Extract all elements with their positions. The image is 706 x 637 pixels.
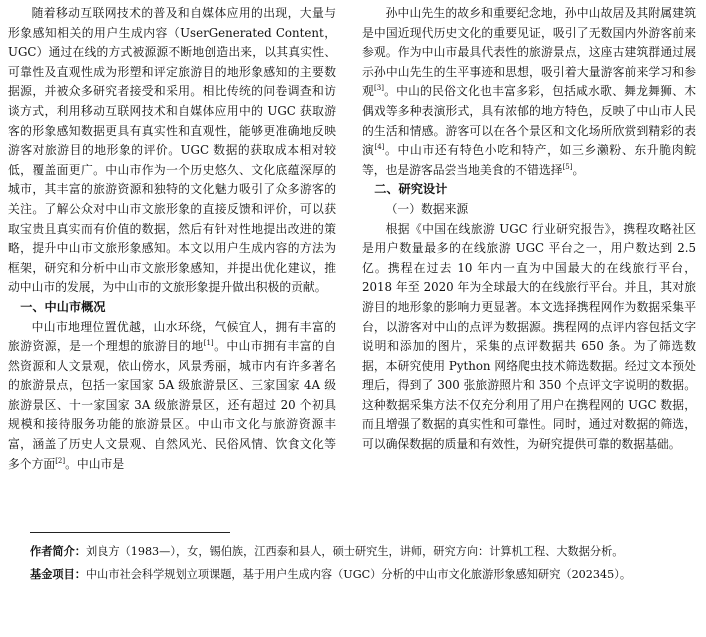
period: 。 — [572, 162, 585, 177]
left-column — [8, 4, 336, 474]
subsection-heading-data-source: （一）数据来源 — [385, 201, 469, 216]
fund-note — [30, 565, 690, 584]
right-column — [362, 4, 696, 455]
citation-3: [3] — [374, 84, 384, 93]
data-source-paragraph: 根据《中国在线旅游 UGC 行业研究报告》，携程攻略社区是用户数量最多的在线旅游 UGC 平台之一，用户数达到 2.5 亿。携程在过去 10 年内一直为中国最大的在线旅行平台，2018 年至 2020 年为全球最大的在线旅行平台。并且，其对旅游目的地形象的影响力更显著。本文选择携程网作为数据采集平台，以游客对中山的点评为数据源。携程网的点评内容包括文字说明和添加的图片，采集的点评数据共 650 条。为了筛选数据，本研究使用 Python 网络爬虫技术筛选数据。经过文本预处理后，得到了 300 张旅游照片和 350 个点评文字说明的数据。这种数据采集方法不仅充分利用了用户在携程网的 UGC 数据，而且增强了数据的真实性和可靠性。同时，通过对数据的筛选，可以确保数据的质量和有效性，为研究提供可靠的数据基础。 — [362, 221, 696, 452]
overview-text-end: 。中山市是 — [65, 456, 125, 471]
footnote-divider — [30, 532, 230, 533]
fund-text: 中山市社会科学规划立项课题，基于用户生成内容（UGC）分析的中山市文化旅游形象感知研究（202345）。 — [85, 568, 632, 581]
intro-paragraph: 随着移动互联网技术的普及和自媒体应用的出现，大量与形象感知相关的用户生成内容（UserGenerated Content，UGC）通过在线的方式被源源不断地创造出来，以其真实性、可靠性及直观性成为形塑和评定旅游目的地形象感知的主要数据源，并被众多研究者接受和采用。相比传统的问卷调查和访谈方式，利用移动互联网技术和自媒体应用中的 UGC 获取游客的形象感知数据更具有真实性和直观性，能够更准确地反映游客对旅游目的地形象的评价。UGC 数据的获取成本相对较低，覆盖面更广。中山市作为一个历史悠久、文化底蕴深厚的城市，其丰富的旅游资源和独特的文化魅力吸引了众多游客的关注。了解公众对中山市文旅形象的直接反馈和评价，可以获取宝贵且真实而有价值的数据，然后有针对性地提出改进的策略，提升中山市文旅形象感知。本文以用户生成内容的方法为框架，研究和分析中山市文旅形象感知，并提出优化建议，推动中山市的发展，为中山市的文旅形象提升做出积极的贡献。 — [8, 6, 336, 295]
citation-5: [5] — [562, 162, 573, 171]
section-heading-overview: 一、中山市概况 — [20, 299, 106, 314]
fund-label: 基金项目： — [30, 568, 86, 581]
overview-paragraph — [8, 318, 336, 475]
sun-text: 孙中山先生的故乡和重要纪念地，孙中山故居及其附属建筑是中国近现代历史文化的重要见证，吸引了无数国内外游客前来参观。作为中山市最具代表性的旅游景点，这座古建筑群通过展示孙中山先生的生平事迹和思想，吸引着大量游客前来学习和参观 — [362, 6, 696, 99]
citation-4: [4] — [374, 143, 385, 152]
author-label: 作者简介： — [30, 545, 86, 558]
citation-2: [2] — [55, 456, 66, 465]
sun-yatsen-paragraph — [362, 4, 696, 180]
food-text: 。中山市还有特色小吃和特产，如三乡濑粉、东升脆肉鲩等，也是游客品尝当地美食的不错选择 — [362, 143, 696, 177]
citation-1: [1] — [203, 339, 214, 348]
overview-text-cont: 。中山市拥有丰富的自然资源和人文景观，依山傍水，风景秀丽，城市内有许多著名的旅游景点，包括一家国家 5A 级旅游景区、三家国家 4A 级旅游景区、十一家国家 3A 级旅游景区，还有超过 20 个初具规模和接待服务功能的旅游景区。中山市文化与旅游资源丰富，涵盖了历史人文景观、自然风光、民俗风情、饮食文化等多个方面 — [8, 339, 336, 471]
section-heading-design: 二、研究设计 — [374, 182, 448, 197]
author-note — [30, 542, 690, 561]
overview-text: 中山市地理位置优越，山水环绕，气候宜人，拥有丰富的旅游资源，是一个理想的旅游目的地 — [8, 319, 336, 354]
author-text: 刘良方（1983—），女，锡伯族，江西泰和县人，硕士研究生，讲师，研究方向：计算机工程、大数据分析。 — [85, 545, 624, 558]
footnotes — [30, 542, 690, 588]
folk-text: 。中山的民俗文化也丰富多彩，包括咸水歌、舞龙舞狮、木偶戏等多种表演形式，具有浓郁的地方特色，反映了中山市人民的生活和情感。游客可以在各个景区和文化场所欣赏到精彩的表演 — [362, 84, 696, 158]
